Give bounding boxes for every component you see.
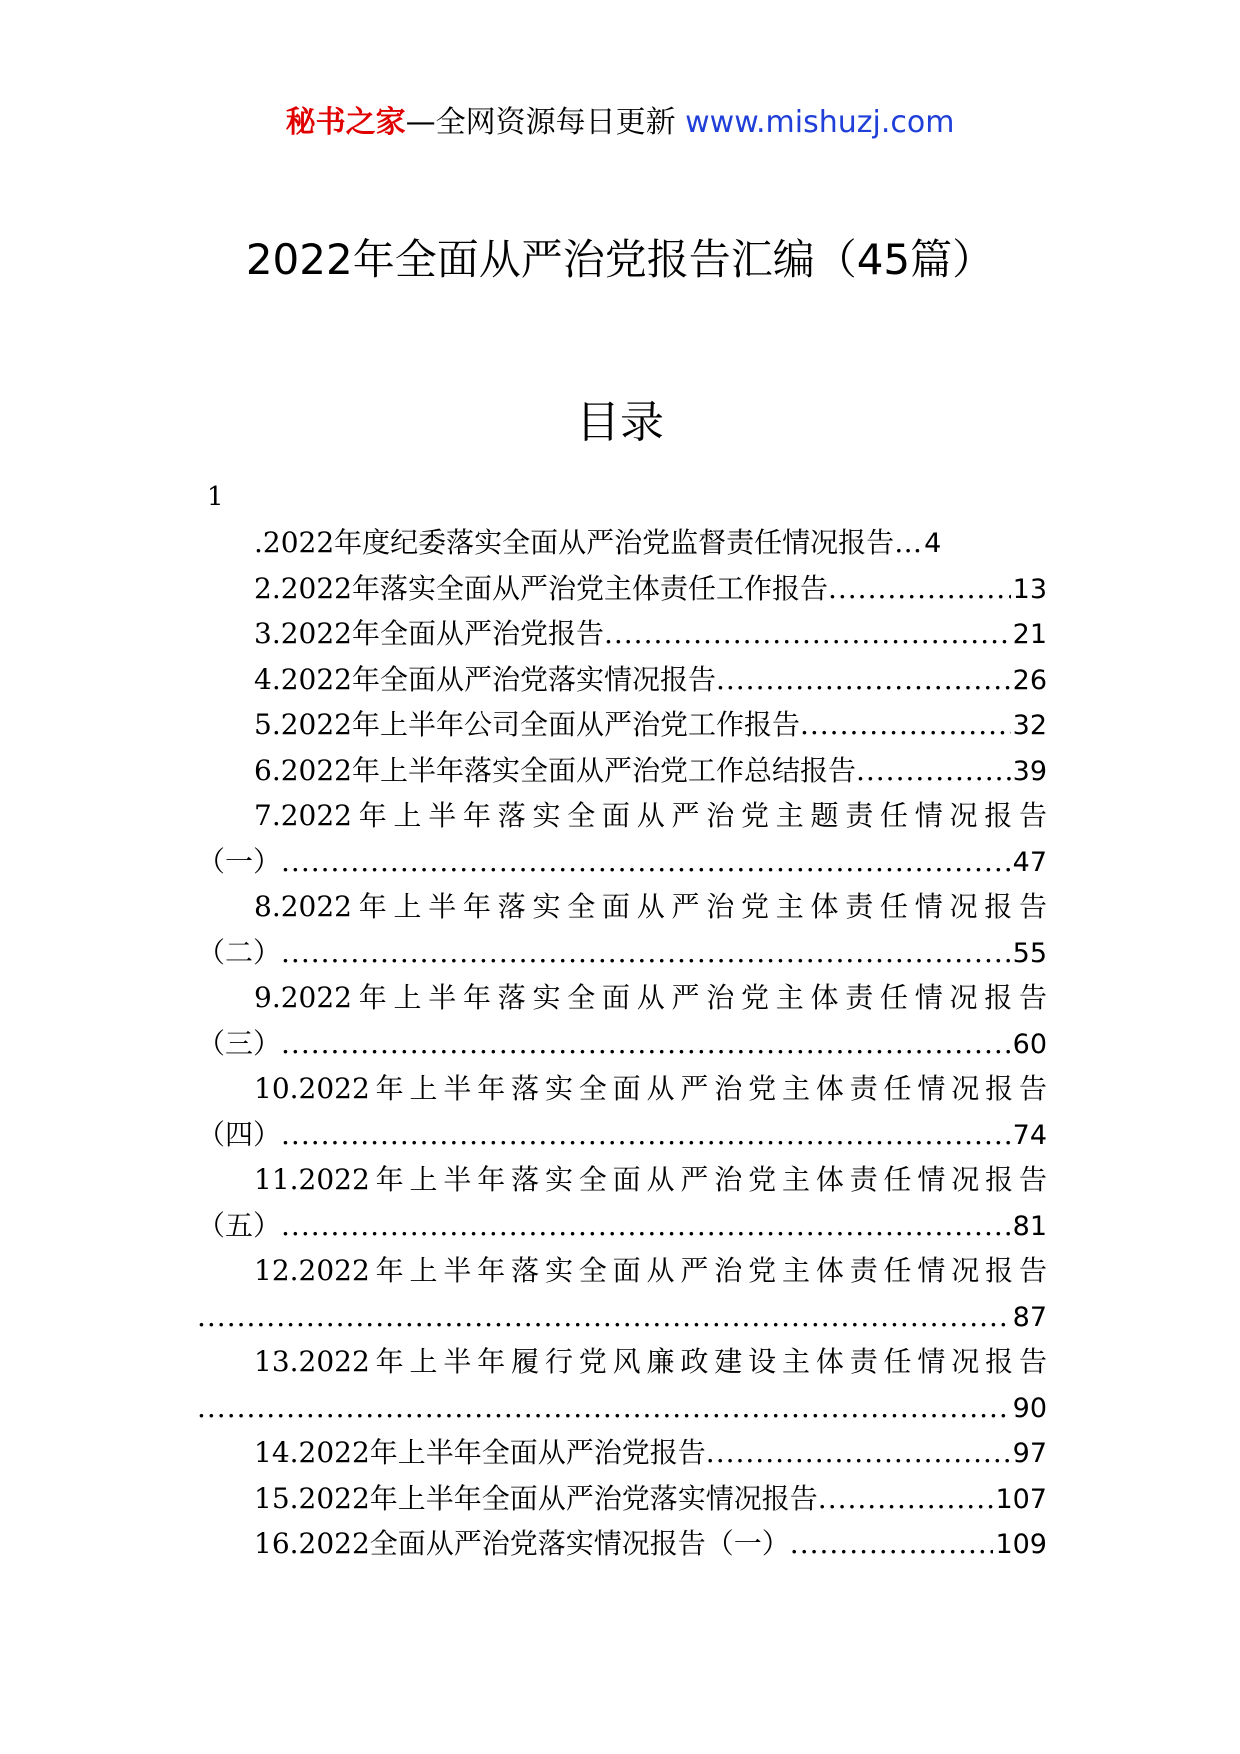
table-of-contents <box>197 474 1047 1567</box>
toc-entry[interactable] <box>197 1066 1047 1112</box>
toc-entry-title: 3.2022年全面从严治党报告 <box>254 617 604 650</box>
toc-entry-title: 4.2022年全面从严治党落实情况报告 <box>254 662 716 696</box>
dot-leader <box>828 566 1011 612</box>
toc-entry-page: 32 <box>1012 710 1047 741</box>
dot-leader <box>197 1385 1011 1431</box>
dot-leader <box>281 839 1011 885</box>
toc-entry-title: 13.2022年上半年履行党风廉政建设主体责任情况报告 <box>254 1345 1047 1378</box>
toc-entry[interactable] <box>197 975 1047 1021</box>
toc-entry-continuation[interactable] <box>197 1294 1047 1340</box>
toc-entry-page: 21 <box>1012 619 1047 650</box>
toc-entry[interactable] <box>197 520 1047 566</box>
toc-entry[interactable] <box>197 884 1047 930</box>
toc-entry-continuation[interactable] <box>197 1203 1047 1249</box>
toc-heading: 目录 <box>576 397 664 448</box>
toc-entry-title: 14.2022年上半年全面从严治党报告 <box>254 1436 706 1469</box>
toc-entry-title: 8.2022年上半年落实全面从严治党主体责任情况报告 <box>254 890 1047 923</box>
toc-entry[interactable] <box>197 566 1047 612</box>
toc-entry[interactable] <box>197 1476 1047 1522</box>
toc-entry-page: 39 <box>1012 755 1047 787</box>
toc-entry[interactable] <box>197 793 1047 839</box>
dot-leader <box>281 1021 1011 1067</box>
dot-leader <box>281 930 1011 976</box>
toc-entry[interactable] <box>197 1430 1047 1476</box>
toc-entry[interactable] <box>197 1157 1047 1203</box>
toc-entry-suffix: （三） <box>197 1026 282 1060</box>
slogan: —全网资源每日更新 <box>405 105 676 140</box>
dot-leader <box>716 657 1011 703</box>
toc-entry-page: 55 <box>1012 937 1047 969</box>
dot-leader <box>281 1203 1011 1249</box>
toc-entry-page: 74 <box>1012 1119 1047 1151</box>
toc-entry-suffix: （四） <box>197 1117 282 1151</box>
toc-entry-title: 2.2022年落实全面从严治党主体责任工作报告 <box>254 571 828 605</box>
toc-entry-page: 81 <box>1012 1210 1047 1242</box>
toc-entry-page: 47 <box>1012 846 1047 878</box>
site-header <box>0 101 1240 145</box>
toc-entry-page: 107 <box>995 1483 1047 1515</box>
toc-entry[interactable] <box>197 657 1047 703</box>
toc-entry[interactable] <box>197 1521 1047 1567</box>
toc-entry-continuation[interactable] <box>197 1385 1047 1431</box>
dot-leader <box>604 611 1011 657</box>
toc-entry-title: 10.2022年上半年落实全面从严治党主体责任情况报告 <box>254 1072 1047 1105</box>
toc-entry[interactable] <box>197 611 1047 657</box>
toc-entry-page: 26 <box>1012 664 1047 696</box>
toc-entry[interactable] <box>197 1248 1047 1294</box>
toc-entry[interactable] <box>197 702 1047 748</box>
toc-entry-suffix: （二） <box>197 935 282 969</box>
document-title: 2022年全面从严治党报告汇编（45篇） <box>245 235 995 284</box>
toc-entry-continuation[interactable] <box>197 839 1047 885</box>
dot-leader <box>281 1112 1011 1158</box>
toc-entry[interactable] <box>197 748 1047 794</box>
toc-entry-title: 11.2022年上半年落实全面从严治党主体责任情况报告 <box>254 1163 1047 1196</box>
dot-leader <box>818 1476 994 1522</box>
toc-entry-title: 6.2022年上半年落实全面从严治党工作总结报告 <box>254 753 856 787</box>
toc-entry-page: 13 <box>1012 573 1047 605</box>
dot-leader <box>790 1521 994 1567</box>
dot-leader <box>197 1294 1011 1340</box>
toc-entry-title: 5.2022年上半年公司全面从严治党工作报告 <box>254 708 800 741</box>
brand-name: 秘书之家 <box>285 105 406 140</box>
site-url-link[interactable]: www.mishuzj.com <box>685 105 955 140</box>
toc-entry-title: 7.2022年上半年落实全面从严治党主题责任情况报告 <box>254 799 1047 832</box>
toc-entry-page: 90 <box>1012 1392 1047 1424</box>
toc-entry-continuation[interactable] <box>197 930 1047 976</box>
toc-entry-title: .2022年度纪委落实全面从严治党监督责任情况报告… <box>254 526 923 559</box>
toc-list-marker: 1 <box>207 482 224 512</box>
toc-entry-suffix: （一） <box>197 844 282 878</box>
toc-entry-page: 109 <box>995 1529 1047 1560</box>
toc-entry-page: 60 <box>1012 1028 1047 1060</box>
toc-entry-page: 4 <box>924 528 942 559</box>
toc-entry-continuation[interactable] <box>197 1021 1047 1067</box>
dot-leader <box>800 702 1011 748</box>
dot-leader <box>856 748 1011 794</box>
toc-entry-title: 12.2022年上半年落实全面从严治党主体责任情况报告 <box>254 1254 1047 1287</box>
toc-entry-continuation[interactable] <box>197 1112 1047 1158</box>
toc-entry-page: 87 <box>1012 1301 1047 1333</box>
toc-entry-title: 9.2022年上半年落实全面从严治党主体责任情况报告 <box>254 981 1047 1014</box>
dot-leader <box>706 1430 1011 1476</box>
toc-entry-page: 97 <box>1012 1438 1047 1469</box>
toc-entry[interactable] <box>197 1339 1047 1385</box>
toc-entry-title: 16.2022全面从严治党落实情况报告（一） <box>254 1527 790 1560</box>
toc-entry-suffix: （五） <box>197 1208 282 1242</box>
toc-entry-title: 15.2022年上半年全面从严治党落实情况报告 <box>254 1481 818 1515</box>
